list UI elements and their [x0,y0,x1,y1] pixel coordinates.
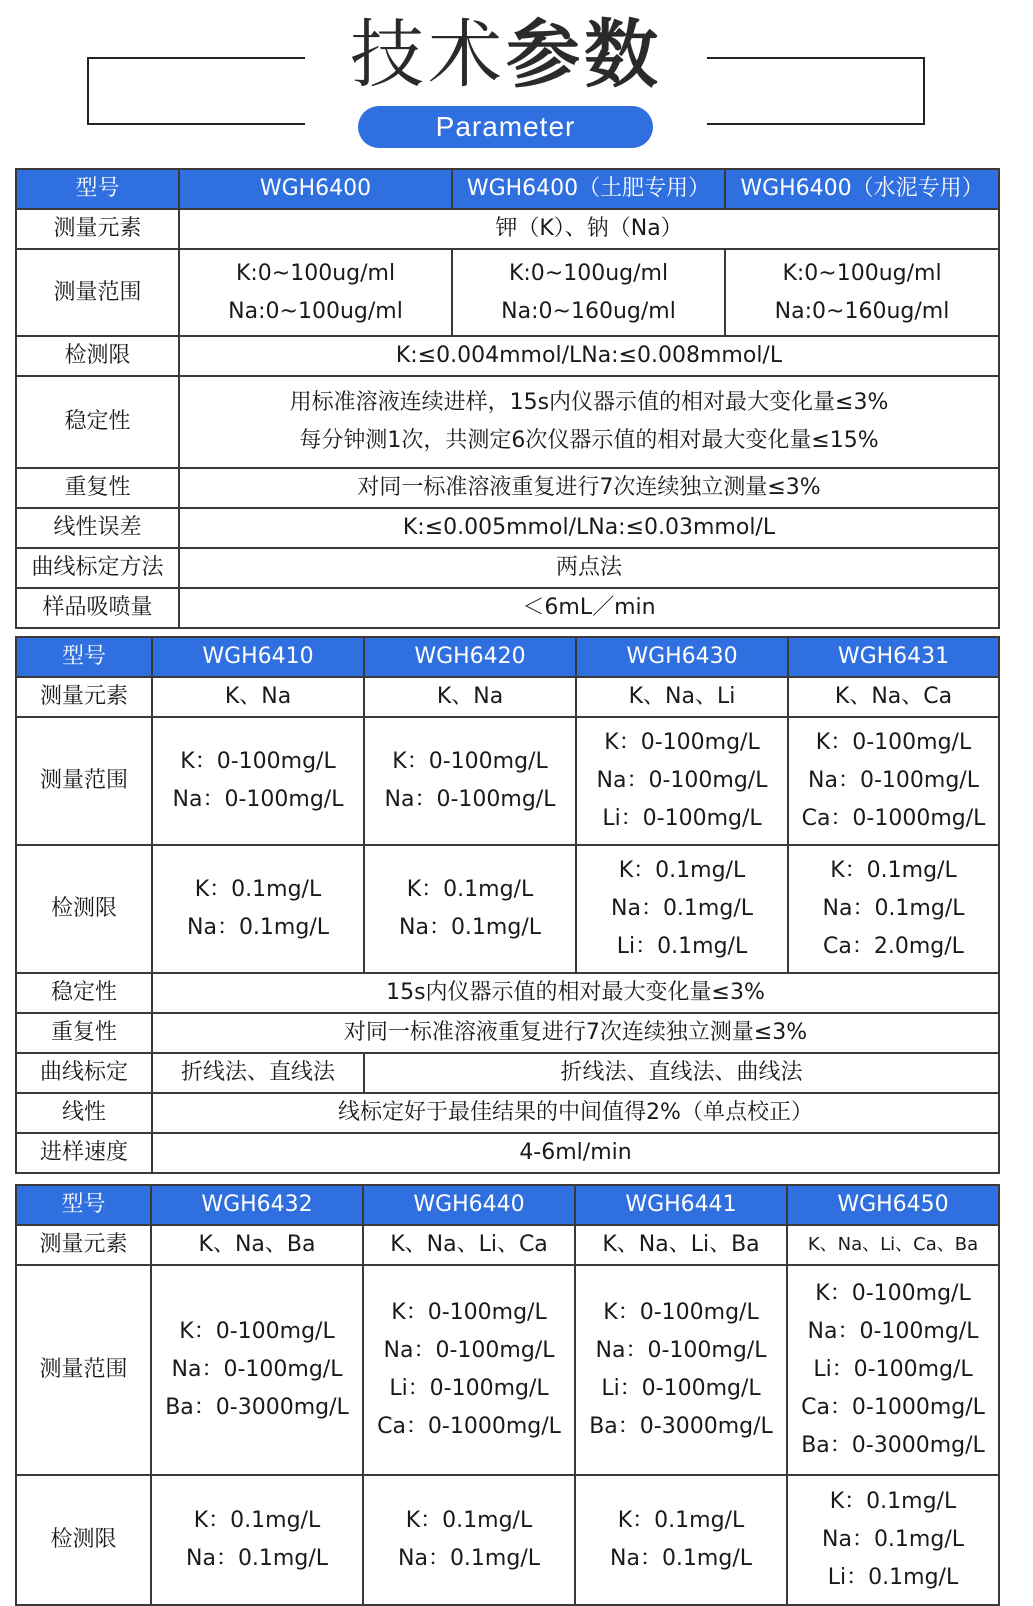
table-row [16,1093,999,1133]
spec-table-2 [15,636,1000,1174]
row-label: 测量元素 [16,1225,151,1265]
cell-value [788,717,999,845]
cell-value [364,845,576,973]
cell-value [363,1475,575,1605]
row-label: 线性 [16,1093,152,1133]
row-label: 稳定性 [16,973,152,1013]
table-row [16,973,999,1013]
row-label: 进样速度 [16,1133,152,1173]
cell-value: K、Na、Ca [788,677,999,717]
table-row [16,677,999,717]
row-label: 测量元素 [16,209,179,249]
cell-value [575,1265,787,1475]
cell-line: K：0-100mg/L [179,1319,335,1344]
title-bold: 参数 [506,12,662,98]
cell-value: 4-6ml/min [152,1133,999,1173]
row-label: 重复性 [16,1013,152,1053]
table-row [16,209,999,249]
cell-value [576,717,788,845]
header-cell: WGH6400（水泥专用） [725,169,999,209]
cell-line: Na：0.1mg/L [822,896,965,921]
table-row [16,1185,999,1225]
header-cell: WGH6432 [151,1185,363,1225]
cell-line: Na：0-100mg/L [172,787,344,812]
table-row [16,1133,999,1173]
cell-line: K：0.1mg/L [406,877,534,902]
cell-line: K：0-100mg/L [815,730,972,755]
cell-line: K:0~100ug/ml [508,260,669,286]
table-row [16,548,999,588]
table-row [16,588,999,628]
header-cell: WGH6400（土肥专用） [452,169,725,209]
page-title [305,10,707,100]
cell-line: Na：0-100mg/L [807,1319,979,1344]
cell-value: K、Na、Li [576,677,788,717]
cell-value: K、Na、Li、Ca、Ba [787,1225,999,1265]
table-row [16,376,999,468]
cell-line: 用标准溶液连续进样，15s内仪器示值的相对最大变化量≤3% [289,390,889,415]
cell-value: 折线法、直线法、曲线法 [364,1053,999,1093]
cell-line: Ba：0-3000mg/L [589,1414,773,1439]
header-cell: WGH6420 [364,637,576,677]
row-label: 测量范围 [16,717,152,845]
cell-line: K：0.1mg/L [193,1508,321,1533]
cell-value: 对同一标准溶液重复进行7次连续独立测量≤3% [152,1013,999,1053]
cell-line: K：0.1mg/L [405,1508,533,1533]
cell-value [152,717,364,845]
cell-value: K、Na [152,677,364,717]
cell-line: K：0-100mg/L [391,1300,547,1325]
cell-value: K、Na [364,677,576,717]
row-label: 测量范围 [16,249,179,336]
cell-line: Li：0.1mg/L [616,934,748,959]
cell-line: K:0~100ug/ml [782,260,942,286]
cell-line: Na：0.1mg/L [611,896,753,921]
cell-line: Na：0-100mg/L [383,1338,555,1363]
cell-line: Li：0-100mg/L [389,1376,549,1401]
row-label: 测量元素 [16,677,152,717]
row-label: 稳定性 [16,376,179,468]
cell-line: K：0.1mg/L [829,1489,957,1514]
header-cell: 型号 [16,637,152,677]
cell-value: K、Na、Li、Ba [575,1225,787,1265]
cell-value [151,1265,363,1475]
cell-value [179,376,999,468]
cell-value: 对同一标准溶液重复进行7次连续独立测量≤3% [179,468,999,508]
header-cell: WGH6430 [576,637,788,677]
row-label: 样品吸喷量 [16,588,179,628]
row-label: 检测限 [16,1475,151,1605]
cell-line: K：0-100mg/L [604,730,760,755]
row-label: 重复性 [16,468,179,508]
cell-line: Ca：0-1000mg/L [377,1414,561,1439]
table-row [16,468,999,508]
cell-value: 15s内仪器示值的相对最大变化量≤3% [152,973,999,1013]
cell-line: Ca：2.0mg/L [823,934,964,959]
cell-value [576,845,788,973]
cell-value: ＜6mL／min [179,588,999,628]
cell-line: Na：0-100mg/L [595,1338,767,1363]
table-row [16,508,999,548]
table-row [16,169,999,209]
page-header [0,0,1033,160]
cell-line: Ba：0-3000mg/L [165,1395,349,1420]
row-label: 检测限 [16,336,179,376]
table-row [16,845,999,973]
header-cell: WGH6440 [363,1185,575,1225]
cell-line: Na:0~160ug/ml [774,298,950,324]
cell-line: Na：0-100mg/L [171,1357,343,1382]
row-label: 曲线标定 [16,1053,152,1093]
cell-line: Li：0-100mg/L [602,806,762,831]
cell-line: Li：0-100mg/L [601,1376,761,1401]
cell-value [725,249,999,336]
cell-line: Ba：0-3000mg/L [801,1433,985,1458]
cell-value [179,249,452,336]
header-cell: WGH6441 [575,1185,787,1225]
cell-value [787,1475,999,1605]
cell-line: K：0.1mg/L [194,877,322,902]
cell-value: 折线法、直线法 [152,1053,364,1093]
cell-value [364,717,576,845]
cell-line: Ca：0-1000mg/L [801,1395,985,1420]
cell-line: Na:0~100ug/ml [228,298,403,324]
subtitle-pill: Parameter [358,106,653,148]
cell-line: Na：0.1mg/L [610,1546,752,1571]
row-label: 测量范围 [16,1265,151,1475]
cell-value [151,1475,363,1605]
cell-value [787,1265,999,1475]
table-row [16,1225,999,1265]
cell-line: Na:0~160ug/ml [501,298,676,324]
cell-line: Na：0.1mg/L [398,1546,540,1571]
table-row [16,336,999,376]
table-row [16,717,999,845]
cell-line: Na：0-100mg/L [596,768,768,793]
table-row [16,1053,999,1093]
header-cell: WGH6450 [787,1185,999,1225]
cell-value [152,845,364,973]
row-label: 曲线标定方法 [16,548,179,588]
cell-value: K:≤0.004mmol/LNa:≤0.008mmol/L [179,336,999,376]
table-row [16,249,999,336]
title-light: 技术 [350,12,506,98]
cell-line: Na：0.1mg/L [822,1527,964,1552]
table-row [16,1475,999,1605]
cell-line: Na：0.1mg/L [187,915,329,940]
cell-line: Li：0.1mg/L [827,1565,959,1590]
spec-table-1 [15,168,1000,629]
cell-line: 每分钟测1次，共测定6次仪器示值的相对最大变化量≤15% [299,428,879,453]
cell-value [575,1475,787,1605]
cell-line: Na：0-100mg/L [808,768,979,793]
row-label: 检测限 [16,845,152,973]
cell-value: 钾（K）、钠（Na） [179,209,999,249]
cell-value [363,1265,575,1475]
cell-line: Na：0-100mg/L [384,787,556,812]
header-cell: WGH6400 [179,169,452,209]
header-cell: WGH6431 [788,637,999,677]
cell-line: K：0.1mg/L [830,858,957,883]
cell-value: K、Na、Li、Ca [363,1225,575,1265]
header-cell: 型号 [16,1185,151,1225]
header-cell: WGH6410 [152,637,364,677]
header-cell: 型号 [16,169,179,209]
cell-line: Na：0.1mg/L [186,1546,328,1571]
cell-value: K:≤0.005mmol/LNa:≤0.03mmol/L [179,508,999,548]
cell-value: K、Na、Ba [151,1225,363,1265]
cell-line: K:0~100ug/ml [235,260,396,286]
cell-line: Li：0-100mg/L [813,1357,973,1382]
table-row [16,1013,999,1053]
cell-line: Ca：0-1000mg/L [801,806,986,831]
cell-line: K：0-100mg/L [815,1281,971,1306]
cell-line: K：0-100mg/L [392,749,548,774]
cell-line: K：0-100mg/L [180,749,336,774]
table-row [16,637,999,677]
cell-line: K：0-100mg/L [603,1300,759,1325]
cell-line: Na：0.1mg/L [399,915,541,940]
cell-value: 线标定好于最佳结果的中间值得2%（单点校正） [152,1093,999,1133]
cell-value [788,845,999,973]
spec-table-3 [15,1184,1000,1606]
cell-value: 两点法 [179,548,999,588]
row-label: 线性误差 [16,508,179,548]
cell-line: K：0.1mg/L [618,858,746,883]
cell-value [452,249,725,336]
table-row [16,1265,999,1475]
cell-line: K：0.1mg/L [617,1508,745,1533]
